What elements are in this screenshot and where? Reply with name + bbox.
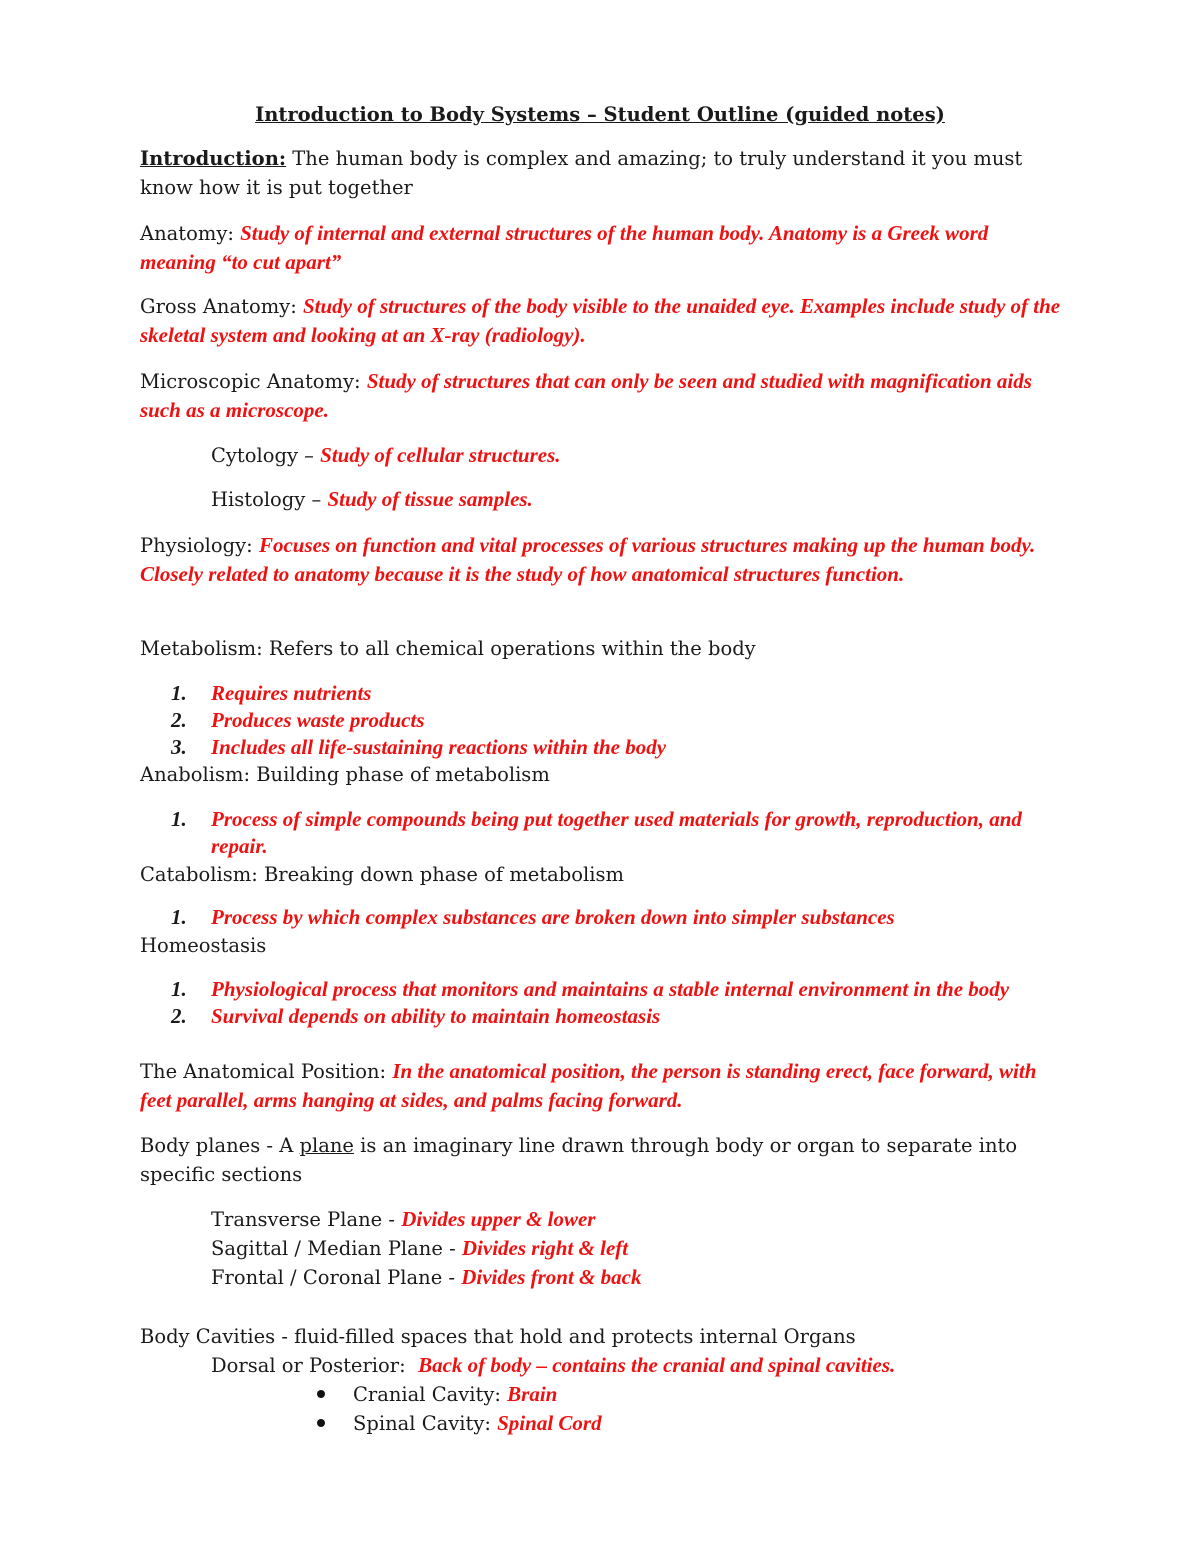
plane-label: Sagittal / Median Plane - xyxy=(211,1237,462,1260)
list-item-text: Process of simple compounds being put together used materials for growth, reproduction, and repair. xyxy=(211,807,1022,858)
anatomical-position-definition xyxy=(140,1057,1065,1115)
physiology-definition xyxy=(140,531,1065,589)
anabolism-heading: Anabolism: Building phase of metabolism xyxy=(140,763,550,786)
list-number: 1. xyxy=(171,905,187,929)
anatomy-label: Anatomy: xyxy=(140,222,241,245)
list-item-text: Physiological process that monitors and maintains a stable internal environment in the body xyxy=(211,977,1010,1001)
plane-answer: Divides front & back xyxy=(461,1265,642,1289)
document-title: Introduction to Body Systems – Student Outline (guided notes) xyxy=(255,103,945,126)
anatomical-position-label: The Anatomical Position: xyxy=(140,1060,393,1083)
cytology-answer: Study of cellular structures. xyxy=(320,443,561,467)
bullet-icon xyxy=(317,1390,325,1398)
plane-label: Transverse Plane - xyxy=(211,1208,402,1231)
anatomy-answer: Study of internal and external structures of the human body. Anatomy is a Greek word meaning “to cut apart” xyxy=(140,221,989,274)
list-item xyxy=(171,806,1061,860)
gross-anatomy-definition xyxy=(140,292,1065,350)
list-item xyxy=(171,707,1061,734)
intro-text: The human body is complex and amazing; to truly understand it you must know how it is put together xyxy=(140,147,1023,199)
microscopic-anatomy-definition xyxy=(140,367,1065,425)
cytology-definition xyxy=(211,441,1071,470)
list-number: 1. xyxy=(171,977,187,1001)
list-item-text: Process by which complex substances are broken down into simpler substances xyxy=(211,905,895,929)
dorsal-answer: Back of body – contains the cranial and spinal cavities. xyxy=(418,1353,896,1377)
bullet-icon xyxy=(317,1419,325,1427)
intro-label: Introduction: xyxy=(140,147,287,170)
body-planes-text: Body planes - A xyxy=(140,1134,300,1157)
anabolism-list xyxy=(171,806,1061,860)
anatomy-definition xyxy=(140,219,1065,277)
micro-answer: Study of structures that can only be seen and studied with magnification aids such as a microscope. xyxy=(140,369,1032,422)
list-item-text: Survival depends on ability to maintain homeostasis xyxy=(211,1004,661,1028)
list-item xyxy=(171,734,1061,761)
body-planes-text: is an imaginary line drawn through body or organ to separate into specific sections xyxy=(140,1134,1018,1186)
list-item-text: Produces waste products xyxy=(211,708,425,732)
metabolism-list xyxy=(171,680,1061,761)
homeostasis-list xyxy=(171,976,1061,1030)
body-planes-definition xyxy=(140,1131,1065,1189)
cavity-bullet-list xyxy=(313,1380,1013,1438)
plane-term: plane xyxy=(299,1134,354,1157)
list-item xyxy=(171,680,1061,707)
list-item xyxy=(313,1409,1013,1438)
list-item-text: Requires nutrients xyxy=(211,681,372,705)
list-item xyxy=(171,904,1061,931)
anatomical-position-answer: In the anatomical position, the person is standing erect, face forward, with feet parallel, arms hanging at sides, and palms facing forward. xyxy=(140,1059,1037,1112)
micro-label: Microscopic Anatomy: xyxy=(140,370,367,393)
plane-answer: Divides right & left xyxy=(461,1236,629,1260)
list-number: 2. xyxy=(171,1004,187,1028)
intro-paragraph xyxy=(140,144,1065,202)
gross-label: Gross Anatomy: xyxy=(140,295,303,318)
list-item xyxy=(171,1003,1061,1030)
cavity-label: Cranial Cavity: xyxy=(353,1383,508,1406)
plane-label: Frontal / Coronal Plane - xyxy=(211,1266,462,1289)
metabolism-heading: Metabolism: Refers to all chemical operations within the body xyxy=(140,637,756,660)
histology-label: Histology – xyxy=(211,488,328,511)
list-number: 1. xyxy=(171,807,187,831)
catabolism-list xyxy=(171,904,1061,931)
list-number: 1. xyxy=(171,681,187,705)
cavity-answer: Spinal Cord xyxy=(497,1411,602,1435)
cytology-label: Cytology – xyxy=(211,444,321,467)
cavity-answer: Brain xyxy=(507,1382,558,1406)
list-number: 3. xyxy=(171,735,187,759)
homeostasis-heading: Homeostasis xyxy=(140,934,267,957)
plane-answer: Divides upper & lower xyxy=(401,1207,596,1231)
body-cavities-heading: Body Cavities - fluid-filled spaces that hold and protects internal Organs xyxy=(140,1325,856,1348)
physiology-label: Physiology: xyxy=(140,534,259,557)
sagittal-plane xyxy=(211,1234,1071,1263)
transverse-plane xyxy=(211,1205,1071,1234)
catabolism-heading: Catabolism: Breaking down phase of metabolism xyxy=(140,863,625,886)
list-item xyxy=(171,976,1061,1003)
physiology-answer: Focuses on function and vital processes of various structures making up the human body. Closely related to anatomy because it is the study of how anatomical structures function. xyxy=(140,533,1036,586)
histology-definition xyxy=(211,485,1071,514)
frontal-plane xyxy=(211,1263,1071,1292)
gross-answer: Study of structures of the body visible to the unaided eye. Examples include study of the skeletal system and looking at an X-ray (radiology). xyxy=(140,294,1061,347)
cavity-label: Spinal Cavity: xyxy=(353,1412,498,1435)
list-item xyxy=(313,1380,1013,1409)
dorsal-label: Dorsal or Posterior: xyxy=(211,1354,419,1377)
list-item-text: Includes all life-sustaining reactions within the body xyxy=(211,735,667,759)
list-number: 2. xyxy=(171,708,187,732)
histology-answer: Study of tissue samples. xyxy=(327,487,533,511)
dorsal-cavity xyxy=(211,1351,1071,1380)
